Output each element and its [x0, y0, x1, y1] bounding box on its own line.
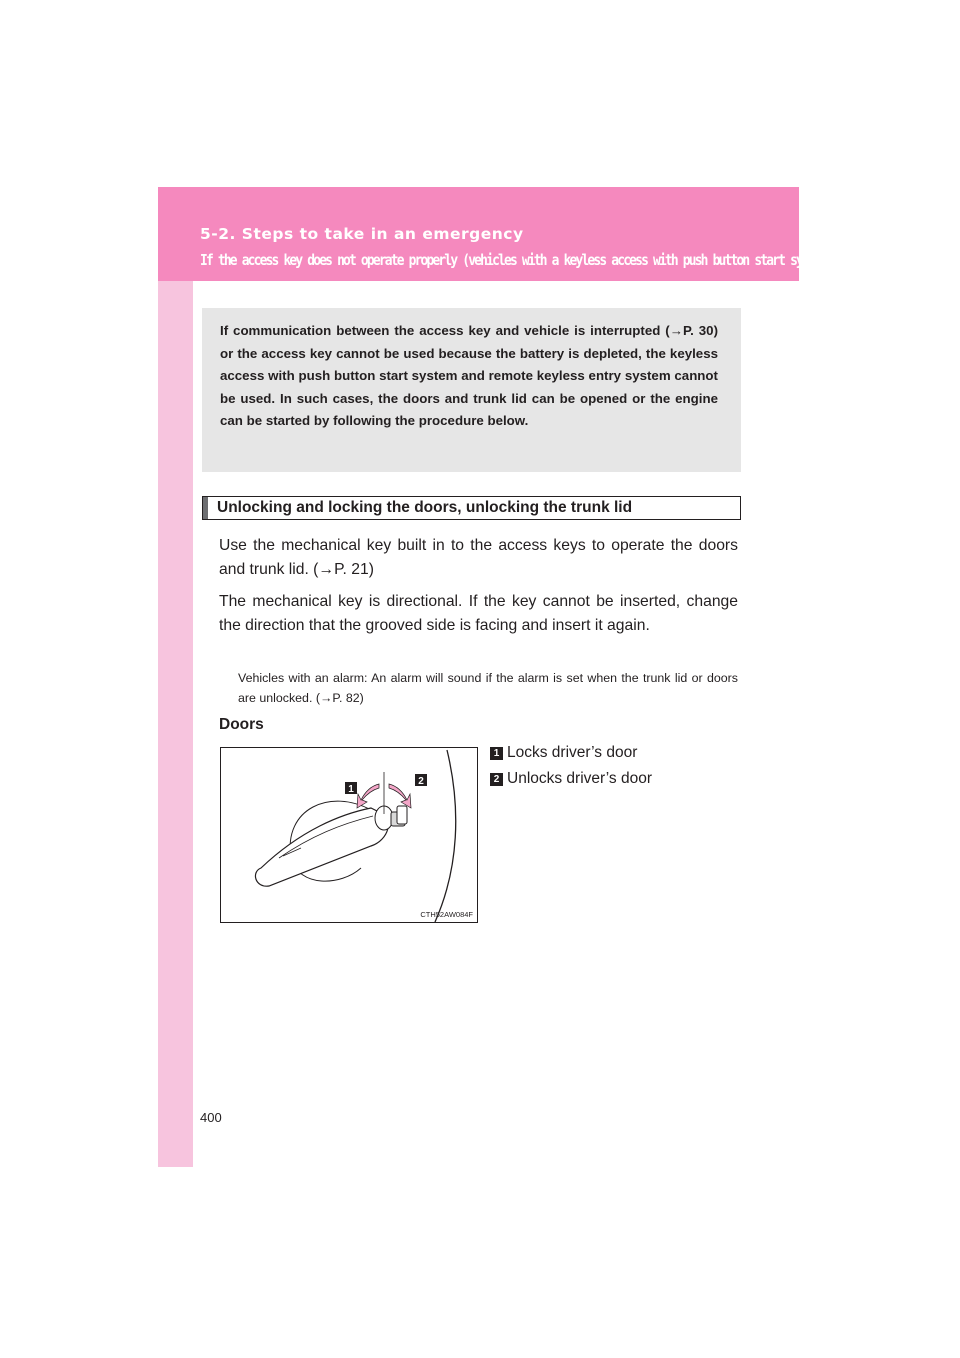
intro-text: If communication between the access key and vehicle is interrupted (→P. 30) or the access key cannot be used because the battery is depleted, the keyless access with push button start system and remote keyless entry system cannot be used. In such cases, the doors and trunk lid can be opened or the engine can be started by following the procedure below.: [220, 323, 718, 429]
section-label: 5-2. Steps to take in an emergency: [200, 225, 524, 243]
legend-text-unlock: Unlocks driver’s door: [507, 770, 653, 787]
figure-callout-1: 1: [348, 784, 354, 795]
door-handle-illustration: [221, 748, 477, 922]
page-header: [158, 187, 832, 281]
legend-text-lock: Locks driver’s door: [507, 744, 638, 761]
number-badge: 2: [490, 773, 503, 786]
figure-code: CTH52AW084F: [420, 910, 473, 919]
heading-marker: [203, 497, 208, 519]
legend-item-lock: [490, 744, 637, 764]
paragraph-mechanical-key: Use the mechanical key built in to the access keys to operate the doors and trunk lid. (→P. 21): [219, 537, 738, 578]
doors-subheading: Doors: [219, 716, 264, 733]
paragraph-key-direction: The mechanical key is directional. If the key cannot be inserted, change the direction that the grooved side is facing and insert it again.: [219, 593, 738, 634]
alarm-note: Vehicles with an alarm: An alarm will sound if the alarm is set when the trunk lid or doors are unlocked. (→P. 82): [238, 671, 738, 705]
page-number: 400: [200, 1110, 222, 1125]
door-handle-figure: [220, 747, 478, 923]
side-band: [158, 187, 193, 1167]
number-badge: 1: [490, 747, 503, 760]
legend-item-unlock: [490, 770, 652, 790]
section-heading: [202, 496, 741, 520]
intro-box: [202, 308, 741, 472]
header-title: If the access key does not operate properly (vehicles with a keyless access with push button start system): [200, 251, 832, 269]
section-heading-text: Unlocking and locking the doors, unlocking the trunk lid: [217, 499, 633, 516]
figure-callout-2: 2: [418, 776, 424, 787]
